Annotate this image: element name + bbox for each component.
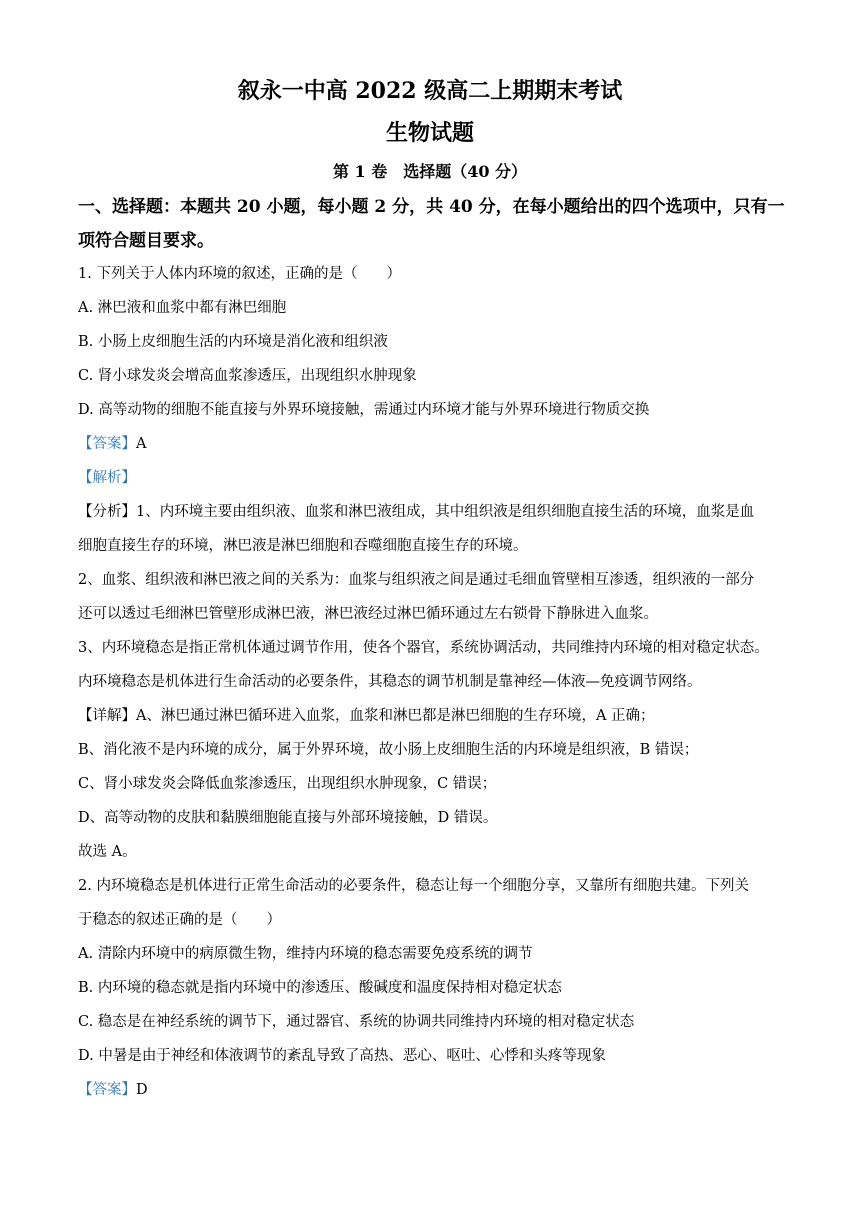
q1-fenxi-1b: 细胞直接生存的环境，淋巴液是淋巴细胞和吞噬细胞直接生存的环境。 [78, 538, 528, 554]
q1-option-b: B. 小肠上皮细胞生活的内环境是消化液和组织液 [78, 334, 388, 350]
q1-detail-c: C、肾小球发炎会降低血浆渗透压，出现组织水肿现象，C 错误； [78, 776, 497, 792]
answer-value: A [136, 436, 147, 452]
answer-tag: 【答案】 [78, 1082, 136, 1098]
section-heading-line-2: 项符合题目要求。 [78, 231, 214, 251]
q1-fenxi-2b: 还可以透过毛细淋巴管壁形成淋巴液，淋巴液经过淋巴循环通过左右锁骨下静脉进入血浆。 [78, 606, 658, 622]
exam-title: 叙永一中高 2022 级高二上期期末考试 [237, 78, 623, 104]
q2-option-a: A. 清除内环境中的病原微生物，维持内环境的稳态需要免疫系统的调节 [78, 946, 533, 962]
detail-text: A、淋巴通过淋巴循环进入血浆，血浆和淋巴都是淋巴细胞的生存环境，A 正确； [136, 708, 655, 724]
fenxi-text: 1、内环境主要由组织液、血浆和淋巴液组成，其中组织液是组织细胞直接生活的环境，血浆是血 [136, 504, 755, 520]
q2-stem-line-1: 2. 内环境稳态是机体进行正常生命活动的必要条件，稳态让每一个细胞分享，又靠所有细胞共建。下列关 [78, 878, 749, 894]
q1-fenxi-1a [78, 502, 788, 522]
analysis-tag: 【解析】 [78, 470, 136, 486]
q2-stem-line-2: 于稳态的叙述正确的是（ ） [78, 912, 281, 928]
detail-tag: 【详解】 [78, 708, 136, 724]
q1-option-a: A. 淋巴液和血浆中都有淋巴细胞 [78, 300, 287, 316]
answer-tag: 【答案】 [78, 436, 136, 452]
exam-subject: 生物试题 [385, 120, 474, 146]
q1-option-c: C. 肾小球发炎会增高血浆渗透压，出现组织水肿现象 [78, 368, 417, 384]
q1-detail-d: D、高等动物的皮肤和黏膜细胞能直接与外部环境接触，D 错误。 [78, 810, 498, 826]
fenxi-tag: 【分析】 [78, 504, 136, 520]
q2-answer [78, 1080, 788, 1100]
q1-fenxi-2a: 2、血浆、组织液和淋巴液之间的关系为：血浆与组织液之间是通过毛细血管壁相互渗透，组织液的一部分 [78, 572, 755, 588]
q1-option-d: D. 高等动物的细胞不能直接与外界环境接触，需通过内环境才能与外界环境进行物质交换 [78, 402, 650, 418]
q1-detail-b: B、消化液不是内环境的成分，属于外界环境，故小肠上皮细胞生活的内环境是组织液，B 错误； [78, 742, 699, 758]
q1-fenxi-3b: 内环境稳态是机体进行生命活动的必要条件，其稳态的调节机制是靠神经—体液—免疫调节网络。 [78, 674, 702, 690]
section-heading-line-1: 一、选择题：本题共 20 小题，每小题 2 分，共 40 分，在每小题给出的四个选项中，只有一 [78, 197, 785, 217]
q2-option-c: C. 稳态是在神经系统的调节下，通过器官、系统的协调共同维持内环境的相对稳定状态 [78, 1014, 635, 1030]
q2-option-d: D. 中暑是由于神经和体液调节的紊乱导致了高热、恶心、呕吐、心悸和头疼等现象 [78, 1048, 606, 1064]
q1-stem: 1. 下列关于人体内环境的叙述，正确的是（ ） [78, 266, 401, 282]
q2-option-b: B. 内环境的稳态就是指内环境中的渗透压、酸碱度和温度保持相对稳定状态 [78, 980, 562, 996]
q1-answer [78, 434, 788, 454]
q1-conclusion: 故选 A。 [78, 844, 137, 860]
exam-part-heading: 第 1 卷 选择题（40 分） [332, 162, 528, 181]
q1-analysis-tag [78, 468, 788, 488]
q1-fenxi-3a: 3、内环境稳态是指正常机体通过调节作用，使各个器官，系统协调活动，共同维持内环境的相对稳定状态。 [78, 640, 769, 656]
answer-value: D [136, 1082, 148, 1098]
q1-detail-a [78, 706, 788, 726]
